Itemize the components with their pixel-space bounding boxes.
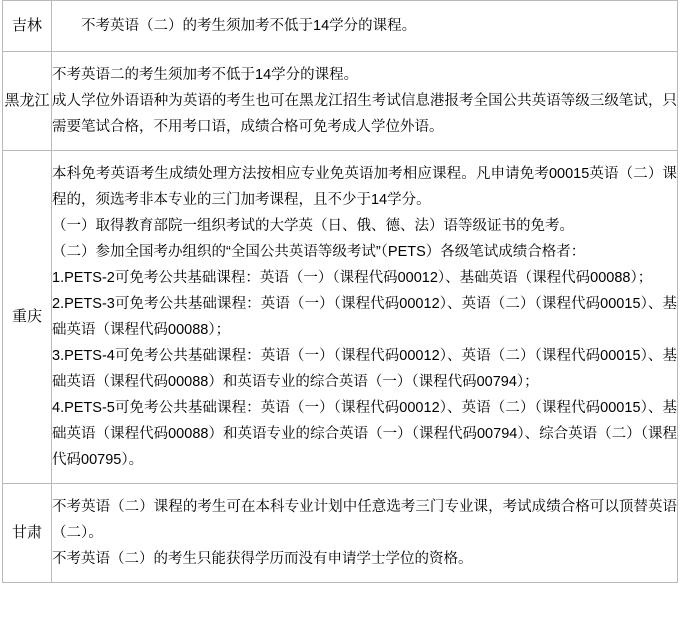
table-row — [3, 52, 678, 151]
content-paragraph: （二）参加全国考办组织的“全国公共英语等级考试”（PETS）各级笔试成绩合格者： — [52, 244, 586, 260]
content-paragraph: 不考英语二的考生须加考不低于14学分的课程。 — [52, 67, 359, 83]
table-row — [3, 151, 678, 484]
region-label: 甘肃 — [11, 524, 42, 541]
content-cell-gansu — [52, 484, 678, 583]
content-paragraph: 本科免考英语考生成绩处理方法按相应专业免英语加考相应课程。凡申请免考00015英语（二）课程的，须选考非本专业的三门加考课程，且不少于14学分。 — [52, 166, 677, 208]
region-cell-chongqing — [3, 151, 52, 484]
table-body — [3, 1, 678, 583]
region-label: 吉林 — [11, 17, 42, 34]
content-paragraph: 2.PETS-3可免考公共基础课程：英语（一）（课程代码00012）、英语（二）（课程代码00015）、基础英语（课程代码00088）； — [52, 296, 677, 338]
region-cell-heilongjiang — [3, 52, 52, 151]
content-paragraph: 不考英语（二）的考生须加考不低于14学分的课程。 — [81, 18, 417, 34]
region-cell-jilin — [3, 1, 52, 52]
content-paragraph: 不考英语（二）的考生只能获得学历而没有申请学士学位的资格。 — [52, 551, 473, 567]
content-paragraph: 成人学位外语语种为英语的考生也可在黑龙江招生考试信息港报考全国公共英语等级三级笔试，只需要笔试合格，不用考口语，成绩合格可免考成人学位外语。 — [52, 93, 677, 135]
table-row — [3, 484, 678, 583]
content-cell-heilongjiang — [52, 52, 678, 151]
content-paragraph: 4.PETS-5可免考公共基础课程：英语（一）（课程代码00012）、英语（二）（课程代码00015）、基础英语（课程代码00088）和英语专业的综合英语（一）（课程代码00794）、综合英语（二）（课程代码00795）。 — [52, 400, 677, 468]
region-label: 黑龙江 — [4, 92, 50, 109]
content-paragraph: 3.PETS-4可免考公共基础课程：英语（一）（课程代码00012）、英语（二）（课程代码00015）、基础英语（课程代码00088）和英语专业的综合英语（一）（课程代码00794）； — [52, 348, 677, 390]
content-cell-chongqing — [52, 151, 678, 484]
content-paragraph: （一）取得教育部院一组织考试的大学英（日、俄、德、法）语等级证书的免考。 — [52, 218, 574, 234]
policy-table — [2, 0, 678, 583]
content-paragraph: 1.PETS-2可免考公共基础课程：英语（一）（课程代码00012）、基础英语（课程代码00088）； — [52, 270, 653, 286]
region-label: 重庆 — [11, 308, 42, 325]
content-cell-jilin — [52, 1, 678, 52]
table-row — [3, 1, 678, 52]
content-paragraph: 不考英语（二）课程的考生可在本科专业计划中任意选考三门专业课，考试成绩合格可以顶替英语（二）。 — [52, 499, 677, 541]
region-cell-gansu — [3, 484, 52, 583]
